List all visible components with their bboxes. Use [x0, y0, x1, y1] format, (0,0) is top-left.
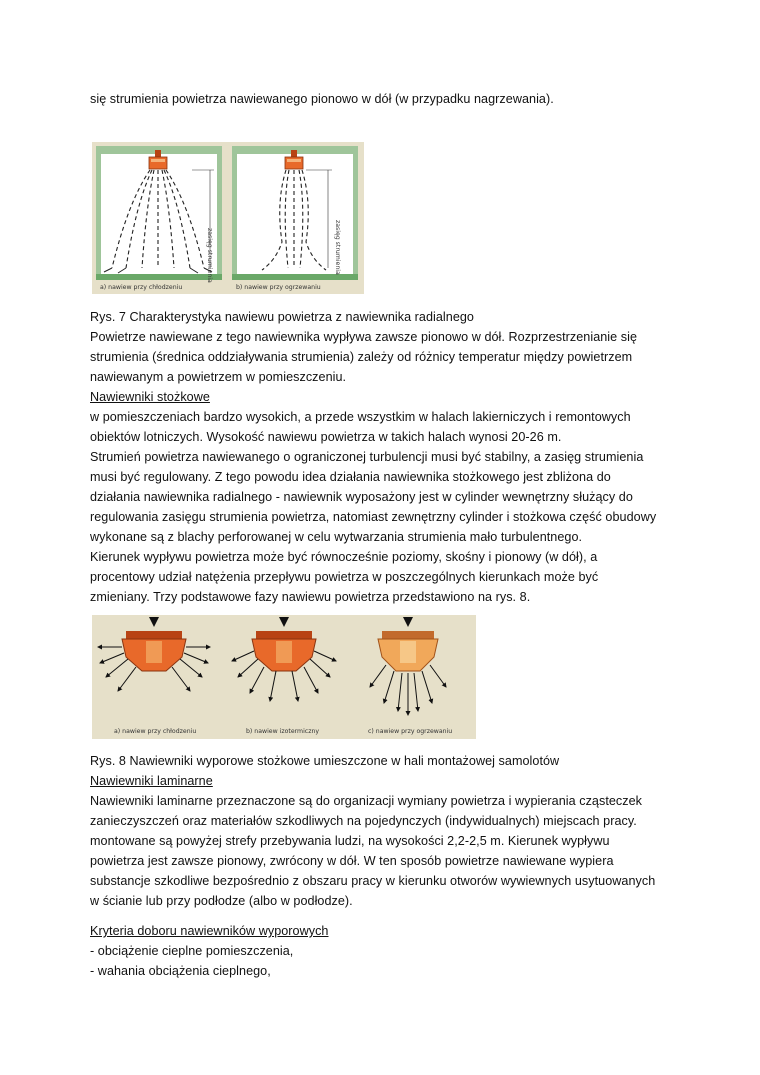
figure-7-caption: Rys. 7 Charakterystyka nawiewu powietrza z nawiewnika radialnego: [90, 310, 474, 324]
figure-7-label-b: b) nawiew przy ogrzewaniu: [236, 284, 321, 291]
cone-diffuser-icon-c: [370, 617, 446, 715]
list-item-1: - obciążenie cieplne pomieszczenia,: [90, 944, 294, 958]
figure-7-radial-diffuser: [92, 142, 364, 294]
figure-8-label-a: a) nawiew przy chłodzeniu: [114, 728, 197, 735]
para2-line-8: Kierunek wypływu powietrza może być równocześnie poziomy, skośny i pionowy (w dół), a: [90, 550, 598, 564]
cone-diffuser-icon-a: [98, 617, 210, 691]
heading-kryteria: Kryteria doboru nawiewników wyporowych: [90, 924, 329, 938]
para3-line-6: w ścianie lub przy podłodze (albo w podłodze).: [90, 894, 353, 908]
para2-line-10: zmieniany. Trzy podstawowe fazy nawiewu powietrza przedstawiono na rys. 8.: [90, 590, 531, 604]
list-item-2: - wahania obciążenia cieplnego,: [90, 964, 271, 978]
para2-line-4: musi być regulowany. Z tego powodu idea działania nawiewnika stożkowego jest zbliżona do: [90, 470, 611, 484]
para1-line-1: Powietrze nawiewane z tego nawiewnika wypływa zawsze pionowo w dół. Rozprzestrzenianie się: [90, 330, 637, 344]
para2-line-7: wykonane są z blachy perforowanej w celu wytwarzania strumienia mało turbulentnego.: [90, 530, 583, 544]
para3-line-1: Nawiewniki laminarne przeznaczone są do organizacji wymiany powietrza i wypierania cząsteczek: [90, 794, 643, 808]
para2-line-5: działania nawiewnika radialnego - nawiewnik wyposażony jest w cylinder wewnętrzny służący do: [90, 490, 633, 504]
cone-diffuser-icon-b: [232, 617, 336, 701]
para2-line-6: regulowania zasięgu strumienia powietrza, natomiast zewnętrzny cylinder i stożkowa część obudowy: [90, 510, 657, 524]
para1-line-2: strumienia (średnica oddziaływania strumienia) zależy od różnicy temperatur między powietrzem: [90, 350, 633, 364]
figure-8-label-c: c) nawiew przy ogrzewaniu: [368, 728, 453, 735]
heading-stozkowe: Nawiewniki stożkowe: [90, 390, 210, 404]
figure-8-caption: Rys. 8 Nawiewniki wyporowe stożkowe umieszczone w hali montażowej samolotów: [90, 754, 560, 768]
para2-line-1: w pomieszczeniach bardzo wysokich, a przede wszystkim w halach lakierniczych i remontowych: [90, 410, 631, 424]
para3-line-5: substancje szkodliwe bezpośrednio z obszaru pracy w kierunku otworów wywiewnych usytuowanych: [90, 874, 656, 888]
heading-laminarne: Nawiewniki laminarne: [90, 774, 213, 788]
para2-line-3: Strumień powietrza nawiewanego o ograniczonej turbulencji musi być stabilny, a zasięg strumienia: [90, 450, 644, 464]
figure-8-cone-diffusers: [92, 615, 476, 739]
top-line: się strumienia powietrza nawiewanego pionowo w dół (w przypadku nagrzewania).: [90, 92, 554, 106]
para3-line-3: montowane są powyżej strefy przebywania ludzi, na wysokości 2,2-2,5 m. Kierunek wypływu: [90, 834, 610, 848]
figure-7-vlabel-a: zasięg strumienia: [206, 228, 213, 283]
figure-8-label-b: b) nawiew izotermiczny: [246, 728, 320, 735]
para3-line-4: powietrza jest zawsze pionowy, zwrócony w dół. W ten sposób powietrze nawiewane wypiera: [90, 854, 614, 868]
para3-line-2: zanieczyszczeń oraz materiałów szkodliwych na pojedynczych (indywidualnych) miejscach pracy.: [90, 814, 637, 828]
para2-line-9: procentowy udział natężenia przepływu powietrza w poszczególnych kierunkach może być: [90, 570, 599, 584]
para1-line-3: nawiewanym a powietrzem w pomieszczeniu.: [90, 370, 347, 384]
figure-7-label-a: a) nawiew przy chłodzeniu: [100, 284, 183, 291]
figure-7-vlabel-b: zasięg strumienia: [334, 220, 341, 275]
para2-line-2: obiektów lotniczych. Wysokość nawiewu powietrza w takich halach wynosi 20-26 m.: [90, 430, 562, 444]
